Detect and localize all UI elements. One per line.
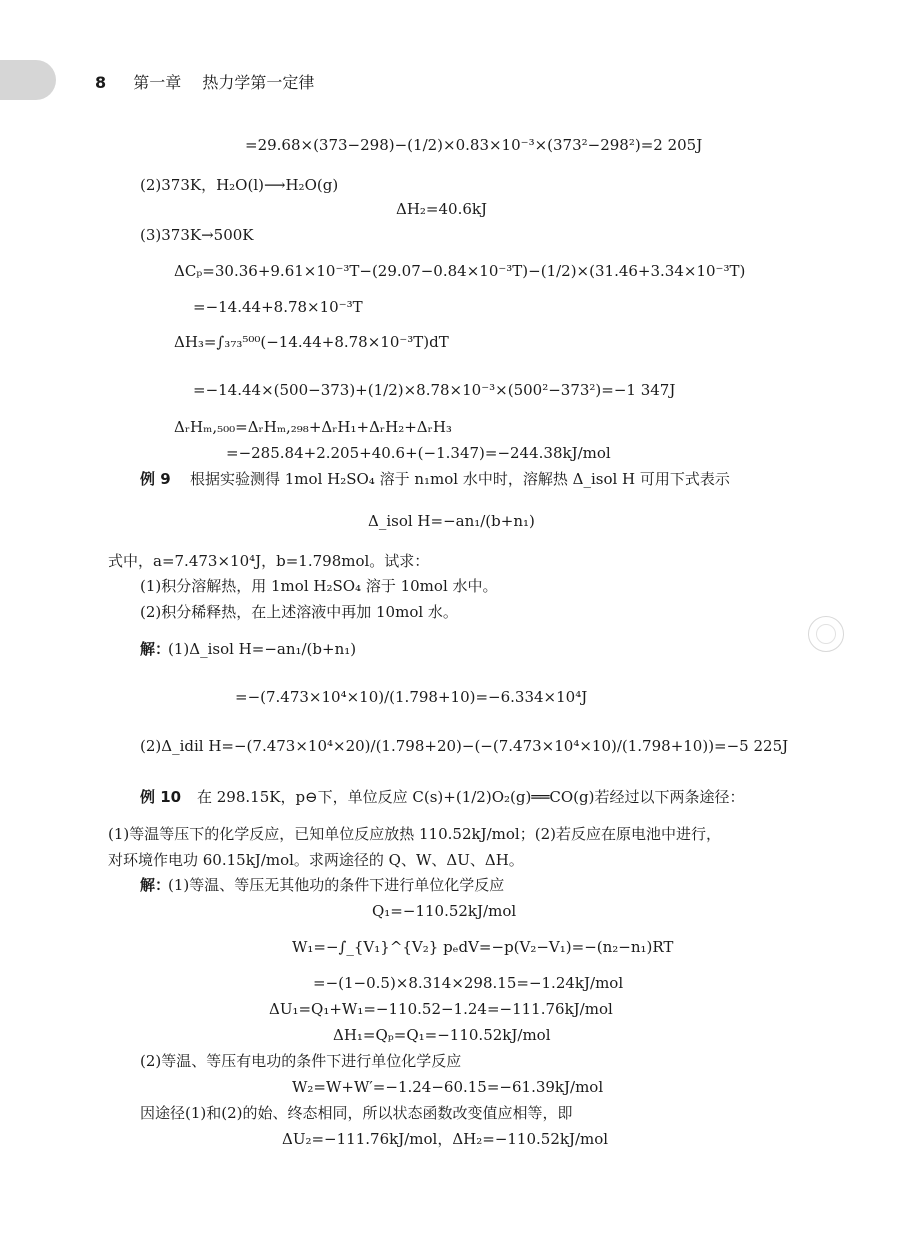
watermark-stamp (808, 616, 844, 652)
example-9-label: 例 9 (140, 470, 171, 488)
page-header (95, 70, 314, 93)
equation-line: ΔU₂=−111.76kJ/mol，ΔH₂=−110.52kJ/mol (282, 1130, 609, 1148)
equation-line: (1)Δ_isol H=−an₁/(b+n₁) (168, 640, 357, 658)
text-line: 在 298.15K，p⊖下，单位反应 C(s)+(1/2)O₂(g)══CO(g)若经过以下两条途径： (197, 788, 745, 806)
equation-line: =−(7.473×10⁴×10)/(1.798+10)=−6.334×10⁴J (235, 688, 588, 706)
text-line: (1)等温等压下的化学反应，已知单位反应放热 110.52kJ/mol；(2)若反应在原电池中进行， (108, 825, 721, 843)
section-title: 热力学第一定律 (202, 73, 315, 92)
text-line: (3)373K→500K (140, 226, 254, 244)
solution-label: 解： (140, 640, 171, 658)
equation-line: ΔCₚ=30.36+9.61×10⁻³T−(29.07−0.84×10⁻³T)−(1/2)×(31.46+3.34×10⁻³T) (174, 262, 746, 280)
text-line: (1)积分溶解热，用 1mol H₂SO₄ 溶于 10mol 水中。 (140, 577, 498, 595)
page-edge-tab (0, 60, 56, 100)
solution-label: 解： (140, 876, 171, 894)
equation-line: =−14.44+8.78×10⁻³T (193, 298, 363, 316)
equation-line: ΔᵣHₘ,₅₀₀=ΔᵣHₘ,₂₉₈+ΔᵣH₁+ΔᵣH₂+ΔᵣH₃ (174, 418, 452, 436)
page-number: 8 (95, 73, 107, 92)
text-line: 对环境作电功 60.15kJ/mol。求两途径的 Q、W、ΔU、ΔH。 (108, 851, 524, 869)
text-line: 式中，a=7.473×10⁴J，b=1.798mol。试求： (108, 552, 430, 570)
example-10-label: 例 10 (140, 788, 182, 806)
equation-line: Q₁=−110.52kJ/mol (372, 902, 517, 920)
text-line: (2)373K，H₂O(l)⟶H₂O(g) (140, 176, 339, 194)
chapter-title: 第一章 (133, 73, 182, 92)
equation-line: (2)Δ_idil H=−(7.473×10⁴×20)/(1.798+20)−(−(7.473×10⁴×10)/(1.798+10))=−5 225J (140, 737, 789, 755)
equation-line: W₁=−∫_{V₁}^{V₂} pₑdV=−p(V₂−V₁)=−(n₂−n₁)RT (292, 938, 674, 956)
text-line: (2)等温、等压有电功的条件下进行单位化学反应 (140, 1052, 462, 1070)
equation-line: =29.68×(373−298)−(1/2)×0.83×10⁻³×(373²−298²)=2 205J (245, 136, 703, 154)
equation-line: =−285.84+2.205+40.6+(−1.347)=−244.38kJ/mol (226, 444, 611, 462)
text-line: (2)积分稀释热，在上述溶液中再加 10mol 水。 (140, 603, 458, 621)
equation-line: Δ_isol H=−an₁/(b+n₁) (368, 512, 535, 530)
equation-line: W₂=W+W′=−1.24−60.15=−61.39kJ/mol (292, 1078, 604, 1096)
equation-line: ΔH₁=Qₚ=Q₁=−110.52kJ/mol (333, 1026, 551, 1044)
equation-line: ΔU₁=Q₁+W₁=−110.52−1.24=−111.76kJ/mol (269, 1000, 613, 1018)
text-line: 因途径(1)和(2)的始、终态相同，所以状态函数改变值应相等，即 (140, 1104, 573, 1122)
text-line: (1)等温、等压无其他功的条件下进行单位化学反应 (168, 876, 505, 894)
text-line: 根据实验测得 1mol H₂SO₄ 溶于 n₁mol 水中时，溶解热 Δ_isol H 可用下式表示 (190, 470, 730, 488)
equation-line: =−14.44×(500−373)+(1/2)×8.78×10⁻³×(500²−373²)=−1 347J (193, 381, 676, 399)
equation-line: ΔH₂=40.6kJ (396, 200, 487, 218)
equation-line: ΔH₃=∫₃₇₃⁵⁰⁰(−14.44+8.78×10⁻³T)dT (174, 333, 449, 351)
equation-line: =−(1−0.5)×8.314×298.15=−1.24kJ/mol (313, 974, 624, 992)
